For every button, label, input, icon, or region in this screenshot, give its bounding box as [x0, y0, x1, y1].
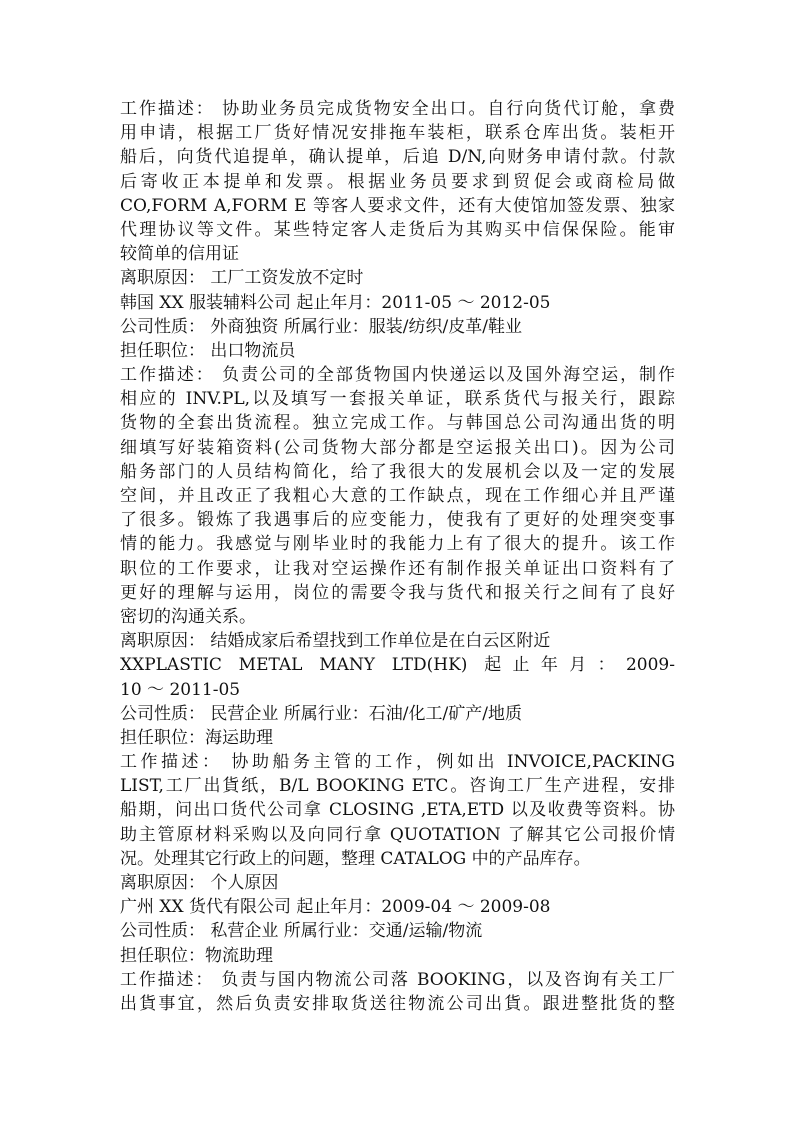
document-line: 工作描述： 负责公司的全部货物国内快递运以及国外海空运，制作: [120, 365, 675, 386]
document-line: 公司性质： 外商独资 所属行业：服装/纺织/皮革/鞋业: [120, 316, 522, 337]
document-line: 代理协议等文件。某些特定客人走货后为其购买中信保保险。能审: [120, 219, 675, 240]
document-line: 工作描述： 协助船务主管的工作，例如出 INVOICE,PACKING: [120, 752, 675, 773]
document-line: 船务部门的人员结构简化，给了我很大的发展机会以及一定的发展: [120, 461, 675, 482]
document-line: 职位的工作要求，让我对空运操作还有制作报关单证出口资料有了: [120, 558, 675, 579]
document-line: 出貨事宜，然后负责安排取货送往物流公司出貨。跟进整批货的整: [120, 993, 675, 1014]
document-line: 离职原因： 工厂工资发放不定时: [120, 268, 364, 289]
document-line: 货物的全套出货流程。独立完成工作。与韩国总公司沟通出货的明: [120, 413, 675, 434]
document-line: 况。处理其它行政上的问题，整理 CATALOG 中的产品库存。: [120, 848, 591, 869]
document-line: 离职原因： 结婚成家后希望找到工作单位是在白云区附近: [120, 631, 551, 652]
document-line: 后寄收正本提单和发票。根据业务员要求到贸促会或商检局做: [120, 171, 675, 192]
document-line: 密切的沟通关系。: [120, 606, 256, 627]
document-line: CO,FORM A,FORM E 等客人要求文件，还有大使馆加签发票、独家: [120, 195, 675, 216]
document-line: 担任职位： 出口物流员: [120, 340, 296, 361]
document-line: 广州 XX 货代有限公司 起止年月：2009-04 ～ 2009-08: [120, 897, 551, 918]
document-line: 离职原因： 个人原因: [120, 873, 279, 893]
document-line: 用申请，根据工厂货好情况安排拖车装柜，联系仓库出货。装柜开: [120, 123, 675, 144]
document-line: 细填写好装箱资料(公司货物大部分都是空运报关出口)。因为公司: [120, 437, 675, 458]
document-line: 公司性质： 私营企业 所属行业：交通/运输/物流: [120, 921, 483, 942]
document-line: 担任职位：物流助理: [120, 945, 273, 966]
document-line: 10 ～ 2011-05: [120, 679, 241, 700]
document-line: 相应的 INV.PL,以及填写一套报关单证，联系货代与报关行，跟踪: [120, 389, 675, 410]
document-line: 船后，向货代追提单，确认提单，后追 D/N,向财务申请付款。付款: [120, 147, 675, 168]
document-line: 公司性质： 民营企业 所属行业：石油/化工/矿产/地质: [120, 703, 522, 724]
resume-document: [120, 97, 675, 1016]
document-line: 情的能力。我感觉与刚毕业时的我能力上有了很大的提升。该工作: [120, 534, 675, 555]
document-line: 韩国 XX 服装辅料公司 起止年月：2011-05 ～ 2012-05: [120, 292, 551, 313]
document-line: 更好的理解与运用，岗位的需要令我与货代和报关行之间有了良好: [120, 582, 675, 603]
document-line: 工作描述： 协助业务员完成货物安全出口。自行向货代订舱，拿费: [120, 99, 675, 119]
document-line: 了很多。锻炼了我遇事后的应变能力，使我有了更好的处理突变事: [120, 510, 675, 531]
document-line: XXPLASTIC METAL MANY LTD(HK) 起止年月：2009-: [120, 655, 675, 676]
document-line: 较简单的信用证: [120, 244, 239, 265]
document-line: 助主管原材料采购以及向同行拿 QUOTATION 了解其它公司报价情: [120, 824, 675, 845]
document-line: LIST,工厂出貨纸，B/L BOOKING ETC。咨询工厂生产进程，安排: [120, 776, 675, 797]
document-line: 空间，并且改正了我粗心大意的工作缺点，现在工作细心并且严谨: [120, 486, 675, 506]
document-line: 船期，问出口货代公司拿 CLOSING ,ETA,ETD 以及收费等资料。协: [120, 800, 675, 821]
document-line: 工作描述： 负责与国内物流公司落 BOOKING，以及咨询有关工厂: [120, 969, 675, 990]
document-line: 担任职位：海运助理: [120, 727, 273, 748]
